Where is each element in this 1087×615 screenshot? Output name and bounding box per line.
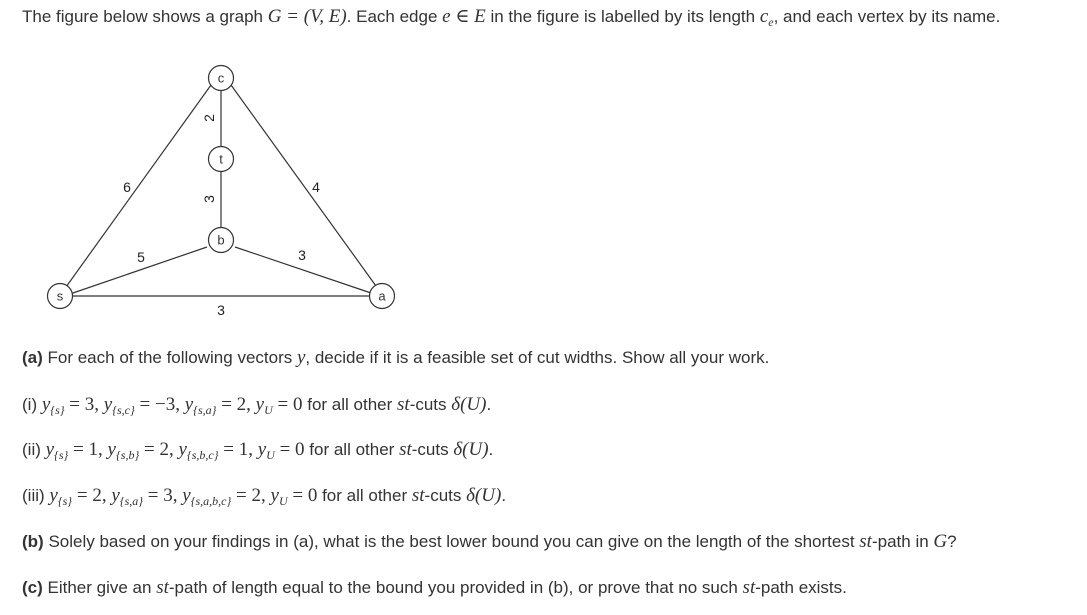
vertex-label-t: t [219,151,223,167]
edge-label-c-a: 4 [312,179,320,195]
item-i: (i) $y_{\{s\}} = 3$, $y_{\{s,c\}} = -3$, $y_{\{s,a\}} = 2$, $y_U = 0$ for all other st-cuts δ(U). [22,394,492,417]
item-ii: (ii) $y_{\{s\}} = 1$, $y_{\{s,b\}} = 2$, $y_{\{s,b,c\}} = 1$, $y_U = 0$ for all other st-cuts δ(U). [22,439,494,462]
part-b: (b) Solely based on your findings in (a), what is the best lower bound you can give on the length of the shortest st-path in G? [22,531,957,552]
intro-text: The figure below shows a graph G = (V, E). Each edge e ∈ E in the figure is labelled by its length $c_e$, and each vertex by its name. [22,6,1001,29]
edge-label-s-b: 5 [137,249,145,265]
vertex-label-c: c [217,70,225,86]
vertex-label-s: s [56,288,64,304]
part-c: (c) Either give an st-path of length equal to the bound you provided in (b), or prove that no such st-path exists. [22,577,847,598]
edge-in-set-math: e ∈ E [442,6,486,27]
edge-label-s-c: 6 [123,179,131,195]
edge-label-s-a: 3 [217,302,225,318]
item-iii: (iii) $y_{\{s\}} = 2$, $y_{\{s,a\}} = 3$, $y_{\{s,a,b,c\}} = 2$, $y_U = 0$ for all other st-cuts δ(U). [22,485,507,508]
graph-def-math: G = (V, E) [267,6,347,27]
edge-label-c-t: 2 [201,114,217,122]
edge-length-math: $c_e$ [759,6,774,29]
vertex-label-b: b [217,232,225,248]
part-a: (a) For each of the following vectors y, decide if it is a feasible set of cut widths. Show all your work. [22,347,770,368]
vertex-label-a: a [378,288,386,304]
edge-label-t-b: 3 [201,195,217,203]
edge-label-b-a: 3 [298,247,306,263]
